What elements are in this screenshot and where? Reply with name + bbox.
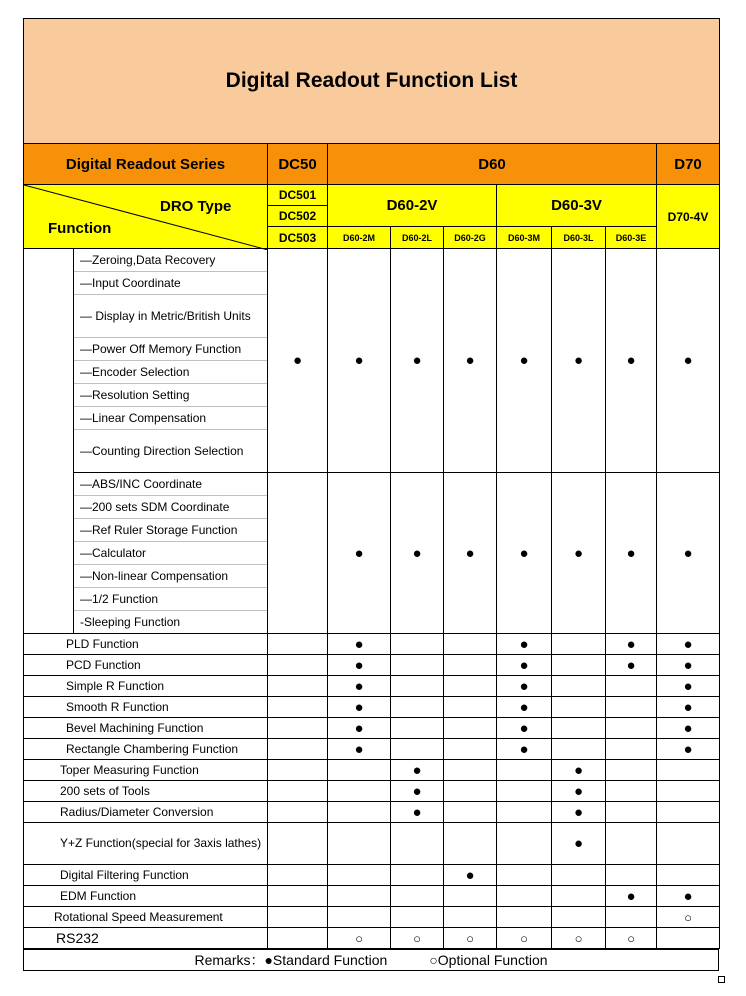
- feature-mark: [657, 865, 720, 886]
- feature-mark: [328, 760, 391, 781]
- feature-mark: [268, 634, 328, 655]
- feature-mark: [497, 823, 552, 865]
- feature-label: 200 sets of Tools: [24, 781, 268, 802]
- feature-mark: [391, 886, 444, 907]
- feature-mark: ●: [657, 697, 720, 718]
- feature-mark: [552, 697, 606, 718]
- feature-mark: ●: [497, 718, 552, 739]
- feature-mark: [444, 886, 497, 907]
- feature-row: [24, 823, 720, 865]
- type-d60-2v: D60-2V: [328, 185, 497, 227]
- feature-label: Simple R Function: [24, 676, 268, 697]
- feature-mark: ●: [657, 886, 720, 907]
- feature-mark: [391, 634, 444, 655]
- feature-mark: [268, 718, 328, 739]
- group1-mark: ●: [444, 249, 497, 473]
- feature-mark: ●: [391, 760, 444, 781]
- feature-mark: [391, 718, 444, 739]
- group1-mark: ●: [552, 249, 606, 473]
- group2-mark: [268, 473, 328, 634]
- group1-mark: ●: [391, 249, 444, 473]
- feature-row: [24, 760, 720, 781]
- feature-mark: [268, 802, 328, 823]
- page-title: Digital Readout Function List: [24, 19, 720, 144]
- group1-item: —Encoder Selection: [74, 361, 267, 384]
- type-dc503: DC503: [268, 227, 328, 249]
- feature-mark: ●: [328, 676, 391, 697]
- feature-mark: ●: [391, 781, 444, 802]
- feature-mark: [657, 781, 720, 802]
- group1-item: —Linear Compensation: [74, 407, 267, 430]
- feature-mark: [444, 634, 497, 655]
- feature-mark: [328, 886, 391, 907]
- feature-mark: [444, 655, 497, 676]
- feature-mark: ●: [328, 634, 391, 655]
- feature-row: [24, 802, 720, 823]
- function-label: Function: [48, 220, 112, 237]
- group2-mark: ●: [391, 473, 444, 634]
- feature-mark: [606, 802, 657, 823]
- feature-label: Smooth R Function: [24, 697, 268, 718]
- group1-mark: ●: [497, 249, 552, 473]
- model-d60-2g: D60-2G: [444, 227, 497, 249]
- group1-function-list: [74, 249, 267, 472]
- feature-mark: [552, 718, 606, 739]
- group2-item: —ABS/INC Coordinate: [74, 473, 267, 496]
- group2-item: —Calculator: [74, 542, 267, 565]
- feature-mark: ●: [328, 739, 391, 760]
- feature-mark: [444, 697, 497, 718]
- feature-mark: [444, 781, 497, 802]
- feature-mark: [328, 802, 391, 823]
- group1-mark: ●: [268, 249, 328, 473]
- feature-mark: [606, 739, 657, 760]
- group1-mark: ●: [606, 249, 657, 473]
- type-d60-3v: D60-3V: [497, 185, 657, 227]
- feature-mark: [444, 802, 497, 823]
- feature-mark: [268, 760, 328, 781]
- feature-mark: [497, 802, 552, 823]
- function-list-sheet: [23, 18, 719, 971]
- model-d60-3l: D60-3L: [552, 227, 606, 249]
- feature-mark: [497, 907, 552, 928]
- feature-row: [24, 907, 720, 928]
- feature-mark: [268, 781, 328, 802]
- feature-label: Digital Filtering Function: [24, 865, 268, 886]
- feature-mark: ●: [606, 655, 657, 676]
- feature-mark: [657, 760, 720, 781]
- feature-mark: [268, 655, 328, 676]
- group2-item: -Sleeping Function: [80, 615, 181, 629]
- feature-mark: ●: [497, 655, 552, 676]
- feature-label: Radius/Diameter Conversion: [24, 802, 268, 823]
- feature-mark: ●: [552, 781, 606, 802]
- dro-type-label: DRO Type: [160, 198, 232, 215]
- feature-mark: [444, 718, 497, 739]
- feature-row: [24, 718, 720, 739]
- feature-mark: [268, 865, 328, 886]
- feature-row: [24, 886, 720, 907]
- feature-label: Rectangle Chambering Function: [24, 739, 268, 760]
- feature-mark: [268, 928, 328, 949]
- feature-mark: ○: [552, 928, 606, 949]
- group1-item: —Power Off Memory Function: [74, 338, 267, 361]
- group2-item: —1/2 Function: [74, 588, 267, 611]
- feature-mark: ○: [606, 928, 657, 949]
- feature-mark: [391, 823, 444, 865]
- feature-mark: [497, 760, 552, 781]
- feature-mark: [606, 823, 657, 865]
- feature-mark: ●: [657, 718, 720, 739]
- feature-mark: [552, 865, 606, 886]
- feature-label: Toper Measuring Function: [24, 760, 268, 781]
- feature-mark: [606, 865, 657, 886]
- group1-item: —Input Coordinate: [74, 272, 267, 295]
- feature-mark: [391, 676, 444, 697]
- feature-mark: [328, 907, 391, 928]
- series-label: Digital Readout Series: [24, 144, 268, 185]
- feature-mark: [657, 823, 720, 865]
- feature-mark: ○: [391, 928, 444, 949]
- feature-row: [24, 697, 720, 718]
- feature-mark: ●: [391, 802, 444, 823]
- feature-mark: [497, 886, 552, 907]
- model-d60-2l: D60-2L: [391, 227, 444, 249]
- group2-function-cell: [74, 473, 268, 634]
- feature-label: PLD Function: [24, 634, 268, 655]
- feature-mark: [552, 655, 606, 676]
- feature-mark: [606, 676, 657, 697]
- feature-label: Bevel Machining Function: [24, 718, 268, 739]
- feature-mark: [606, 718, 657, 739]
- feature-mark: [497, 781, 552, 802]
- feature-row: [24, 676, 720, 697]
- feature-mark: ●: [497, 634, 552, 655]
- group1-item: —Resolution Setting: [74, 384, 267, 407]
- feature-label: Y+Z Function(special for 3axis lathes): [24, 823, 268, 865]
- group1-mark: ●: [328, 249, 391, 473]
- series-d70: D70: [657, 144, 720, 185]
- feature-mark: ○: [497, 928, 552, 949]
- feature-mark: [328, 781, 391, 802]
- feature-mark: ●: [552, 760, 606, 781]
- feature-mark: [328, 865, 391, 886]
- series-dc50: DC50: [268, 144, 328, 185]
- feature-mark: ●: [657, 739, 720, 760]
- feature-mark: [552, 634, 606, 655]
- group2-item: —200 sets SDM Coordinate: [74, 496, 267, 519]
- feature-mark: [391, 697, 444, 718]
- group2-mark: ●: [606, 473, 657, 634]
- function-table: [23, 18, 720, 949]
- feature-mark: [444, 739, 497, 760]
- diagonal-line: [24, 185, 268, 250]
- feature-mark: ●: [328, 655, 391, 676]
- feature-mark: [552, 676, 606, 697]
- feature-mark: ●: [497, 697, 552, 718]
- type-dc501: DC501: [268, 185, 328, 206]
- feature-mark: ●: [552, 823, 606, 865]
- feature-mark: [657, 802, 720, 823]
- group-spacer-cell: [24, 249, 74, 634]
- group2-item: —Ref Ruler Storage Function: [74, 519, 267, 542]
- feature-mark: [552, 907, 606, 928]
- group2-mark: ●: [552, 473, 606, 634]
- feature-mark: ●: [606, 634, 657, 655]
- feature-mark: ●: [657, 634, 720, 655]
- feature-mark: [552, 886, 606, 907]
- group1-function-cell: [74, 249, 268, 473]
- feature-row: [24, 655, 720, 676]
- feature-mark: [606, 697, 657, 718]
- feature-row: [24, 634, 720, 655]
- group1-mark: ●: [657, 249, 720, 473]
- feature-mark: [606, 907, 657, 928]
- feature-mark: [268, 823, 328, 865]
- feature-mark: ○: [657, 907, 720, 928]
- feature-row: [24, 865, 720, 886]
- group1-item: —Counting Direction Selection: [80, 444, 244, 458]
- feature-mark: ○: [328, 928, 391, 949]
- feature-mark: [444, 760, 497, 781]
- feature-mark: ●: [444, 865, 497, 886]
- feature-mark: ●: [328, 718, 391, 739]
- group2-function-list: [74, 473, 267, 633]
- feature-mark: ●: [497, 676, 552, 697]
- feature-mark: [657, 928, 720, 949]
- group2-mark: ●: [328, 473, 391, 634]
- feature-mark: [391, 655, 444, 676]
- feature-mark: [497, 865, 552, 886]
- group1-item: —Zeroing,Data Recovery: [74, 249, 267, 272]
- feature-mark: [268, 676, 328, 697]
- feature-label: Rotational Speed Measurement: [24, 907, 268, 928]
- feature-mark: ●: [606, 886, 657, 907]
- group2-item: —Non-linear Compensation: [74, 565, 267, 588]
- remarks: Remarks：●Standard Function ○Optional Function: [23, 949, 719, 971]
- group2-mark: ●: [444, 473, 497, 634]
- model-d60-3m: D60-3M: [497, 227, 552, 249]
- feature-mark: [606, 781, 657, 802]
- feature-mark: [606, 760, 657, 781]
- feature-mark: [268, 739, 328, 760]
- feature-mark: [391, 739, 444, 760]
- feature-mark: [328, 823, 391, 865]
- feature-row: [24, 928, 720, 949]
- feature-mark: [268, 886, 328, 907]
- feature-row: [24, 781, 720, 802]
- feature-label: RS232: [24, 928, 268, 949]
- feature-mark: ●: [552, 802, 606, 823]
- feature-mark: ●: [328, 697, 391, 718]
- feature-mark: ●: [657, 676, 720, 697]
- feature-mark: ○: [444, 928, 497, 949]
- feature-mark: [552, 739, 606, 760]
- model-d60-2m: D60-2M: [328, 227, 391, 249]
- type-dc502: DC502: [268, 206, 328, 227]
- feature-mark: [391, 907, 444, 928]
- corner-marker: [718, 976, 725, 983]
- feature-mark: ●: [497, 739, 552, 760]
- feature-mark: [444, 676, 497, 697]
- feature-mark: [444, 823, 497, 865]
- diagonal-header-cell: [24, 185, 268, 249]
- group2-mark: ●: [657, 473, 720, 634]
- type-d70-4v: D70-4V: [657, 185, 720, 249]
- feature-mark: [268, 907, 328, 928]
- feature-mark: [391, 865, 444, 886]
- group2-mark: ●: [497, 473, 552, 634]
- feature-mark: [268, 697, 328, 718]
- feature-label: PCD Function: [24, 655, 268, 676]
- feature-mark: ●: [657, 655, 720, 676]
- feature-mark: [444, 907, 497, 928]
- group1-item: — Display in Metric/British Units: [74, 295, 267, 338]
- series-d60: D60: [328, 144, 657, 185]
- feature-row: [24, 739, 720, 760]
- feature-label: EDM Function: [24, 886, 268, 907]
- model-d60-3e: D60-3E: [606, 227, 657, 249]
